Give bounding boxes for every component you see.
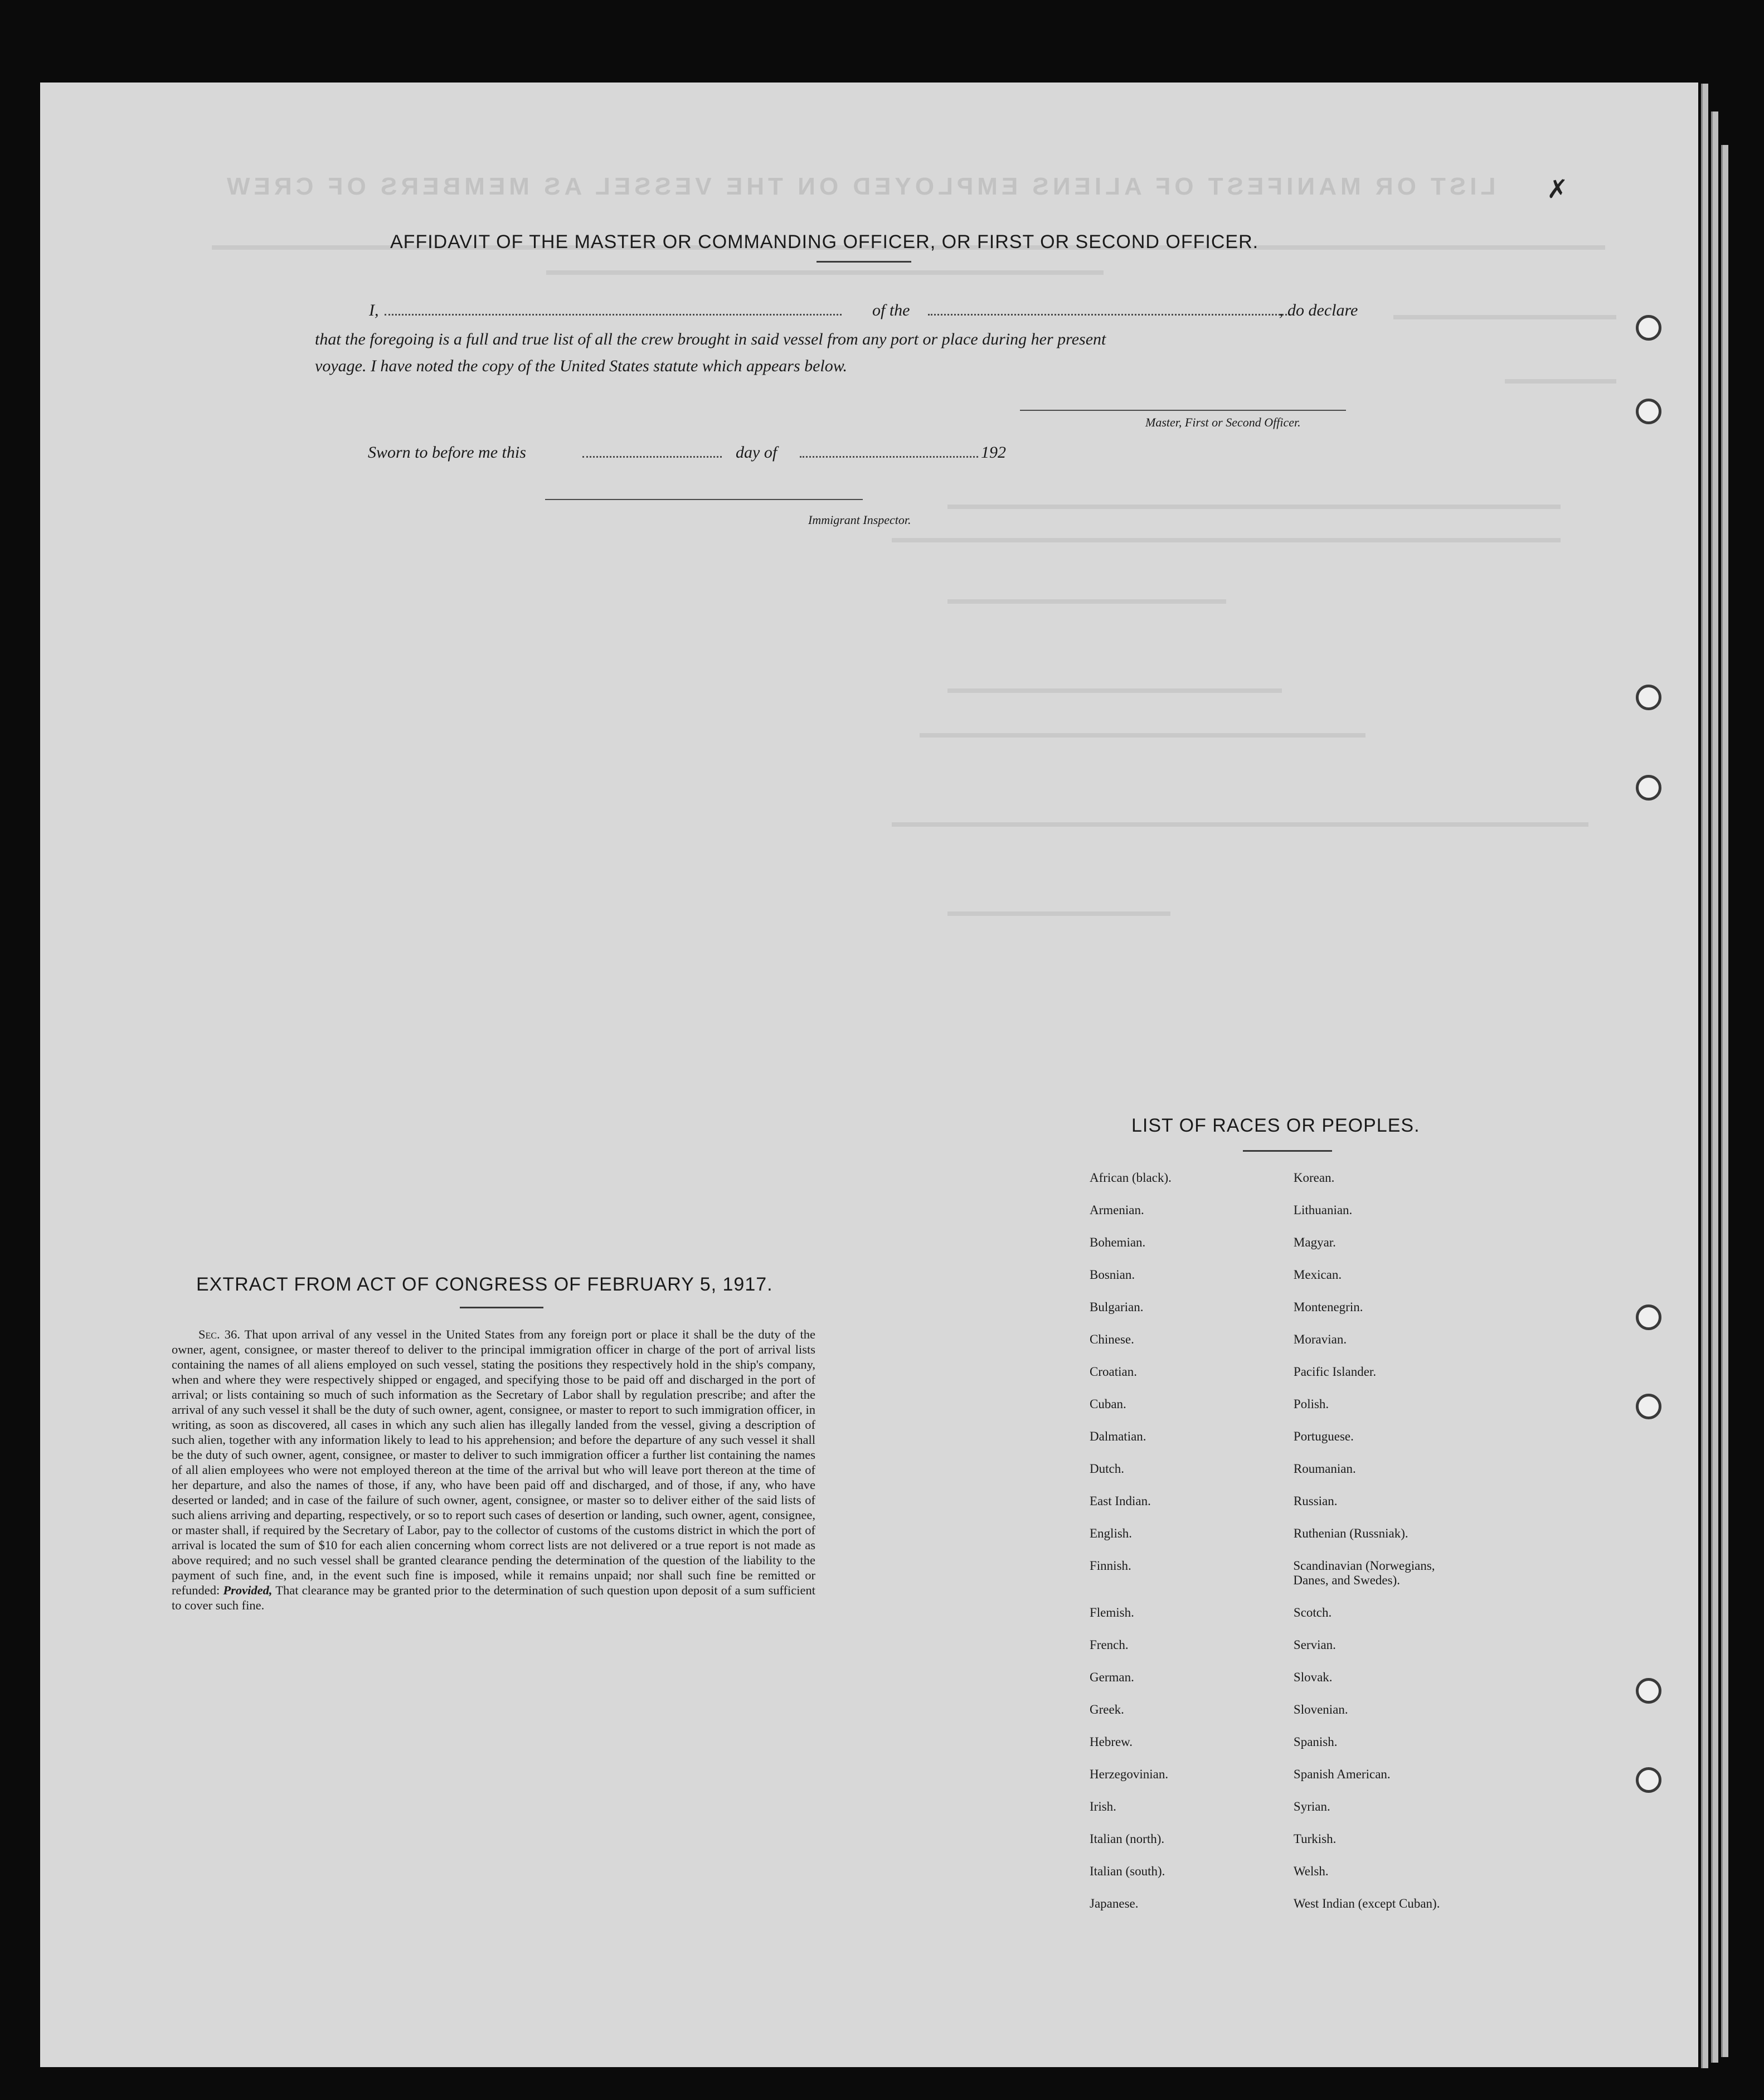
inspector-signature-line[interactable] [545,499,863,500]
race-item: Armenian. [1090,1203,1144,1217]
race-row [1090,1332,1491,1365]
race-item: Greek. [1090,1703,1124,1716]
race-row [1090,1897,1491,1929]
sworn-label: Sworn to before me this [368,443,526,462]
race-row [1090,1832,1491,1864]
race-item: Herzegovinian. [1090,1767,1169,1781]
affidavit-heading: AFFIDAVIT OF THE MASTER OR COMMANDING OFFICER, OR FIRST OR SECOND OFFICER. [390,231,1259,253]
races-heading: LIST OF RACES OR PEOPLES. [1131,1115,1420,1136]
race-item: Japanese. [1090,1897,1139,1910]
affidavit-of-the-label: of the [872,301,910,319]
race-row [1090,1606,1491,1638]
affidavit-line-2: that the foregoing is a full and true list of all the crew brought in said vessel from any port or place during her present [315,330,1106,348]
race-item: Servian. [1293,1638,1336,1652]
race-item: Polish. [1293,1397,1329,1411]
race-item: Bosnian. [1090,1268,1135,1282]
inspector-label: Immigrant Inspector. [808,513,911,527]
extract-heading: EXTRACT FROM ACT OF CONGRESS OF FEBRUARY 5, 1917. [196,1274,773,1295]
master-name-field[interactable] [385,314,842,316]
races-heading-rule [1243,1150,1332,1152]
bleed-through-row [892,538,1561,542]
race-row [1090,1203,1491,1235]
race-item: Scandinavian (Norwegians, Danes, and Swedes). [1293,1559,1435,1587]
bleed-through-row [546,270,1104,275]
bleed-through-row [1505,379,1616,384]
binder-hole [1636,1394,1661,1419]
race-item: Spanish. [1293,1735,1338,1749]
race-item: Finnish. [1090,1559,1131,1573]
race-item: Montenegrin. [1293,1300,1363,1314]
race-item: Moravian. [1293,1332,1347,1346]
corner-mark: ✗ [1547,175,1568,203]
race-item: Turkish. [1293,1832,1337,1846]
race-item: Welsh. [1293,1864,1329,1878]
year-label: 192 [981,443,1006,462]
race-item: Spanish American. [1293,1767,1391,1781]
sworn-month-field[interactable] [800,456,978,458]
race-item: Korean. [1293,1171,1335,1185]
race-row [1090,1171,1491,1203]
binder-hole [1636,685,1661,710]
race-row [1090,1494,1491,1526]
provided-label: Provided, [223,1583,273,1597]
binder-hole [1636,1678,1661,1704]
race-row [1090,1429,1491,1462]
binder-hole [1636,775,1661,801]
affidavit-i-label: I, [369,301,379,319]
race-item: Croatian. [1090,1365,1137,1379]
race-item: Hebrew. [1090,1735,1133,1749]
extract-body-part-2: That clearance may be granted prior to the determination of such question upon deposit of a sum sufficient to cover such fine. [172,1583,816,1612]
bleed-through-title: LIST OR MANIFEST OF ALIENS EMPLOYED ON THE VESSEL AS MEMBERS OF CREW [223,173,1496,200]
paper-edge [1721,145,1728,2057]
race-item: Pacific Islander. [1293,1365,1377,1379]
bleed-through-row [920,733,1365,738]
race-item: Bohemian. [1090,1235,1146,1249]
race-row [1090,1365,1491,1397]
race-row [1090,1526,1491,1559]
bleed-through-row [947,599,1226,604]
section-label: Sec. 36. [198,1327,240,1341]
race-item: Flemish. [1090,1606,1134,1619]
race-item: Magyar. [1293,1235,1336,1249]
race-item: East Indian. [1090,1494,1151,1508]
race-item: Irish. [1090,1800,1116,1813]
affidavit-line-3: voyage. I have noted the copy of the United States statute which appears below. [315,357,848,375]
race-item: Scotch. [1293,1606,1332,1619]
binder-hole [1636,1304,1661,1330]
race-row [1090,1670,1491,1703]
binder-hole [1636,1767,1661,1793]
bleed-through-row [1393,315,1616,319]
race-row [1090,1300,1491,1332]
signature-line[interactable] [1020,410,1346,411]
paper-edge [1711,111,1718,2063]
vessel-name-field[interactable] [928,314,1290,316]
race-item: Slovak. [1293,1670,1333,1684]
paper-edge [1701,84,1708,2068]
race-item: Italian (south). [1090,1864,1165,1878]
race-item: African (black). [1090,1171,1172,1185]
race-row [1090,1462,1491,1494]
race-item: Chinese. [1090,1332,1134,1346]
race-row [1090,1559,1491,1606]
day-of-label: day of [736,443,777,462]
race-item: French. [1090,1638,1129,1652]
race-item: German. [1090,1670,1134,1684]
race-item: Cuban. [1090,1397,1126,1411]
race-item: Slovenian. [1293,1703,1348,1716]
race-item: Dutch. [1090,1462,1124,1476]
bleed-through-row [947,505,1561,509]
bleed-through-row [892,822,1588,827]
race-item: West Indian (except Cuban). [1293,1897,1440,1910]
race-item: Bulgarian. [1090,1300,1144,1314]
race-row [1090,1767,1491,1800]
sworn-day-field[interactable] [582,456,722,458]
heading-rule [817,261,911,263]
bleed-through-row [947,911,1170,916]
race-row [1090,1638,1491,1670]
race-item: Italian (north). [1090,1832,1165,1846]
race-row [1090,1235,1491,1268]
race-item: English. [1090,1526,1133,1540]
extract-heading-rule [460,1307,543,1308]
race-row [1090,1397,1491,1429]
affidavit-do-declare-label: , do declare [1279,301,1358,319]
race-row [1090,1864,1491,1897]
extract-body [172,1327,815,1613]
race-row [1090,1800,1491,1832]
bleed-through-row [947,688,1282,693]
races-list [1090,1171,1491,1929]
race-item: Lithuanian. [1293,1203,1353,1217]
binder-hole [1636,315,1661,341]
binder-hole [1636,399,1661,424]
race-item: Syrian. [1293,1800,1330,1813]
race-row [1090,1703,1491,1735]
race-row [1090,1735,1491,1767]
signature-label: Master, First or Second Officer. [1145,415,1301,429]
race-item: Mexican. [1293,1268,1342,1282]
race-item: Russian. [1293,1494,1338,1508]
race-item: Roumanian. [1293,1462,1356,1476]
race-item: Portuguese. [1293,1429,1354,1443]
race-row [1090,1268,1491,1300]
extract-body-part-1: That upon arrival of any vessel in the United States from any foreign port or place it shall be the duty of the owner, agent, consignee, or master thereof to deliver to the principal immigration officer in charge of the port of arrival lists containing the names of all aliens employed on such vessel, stating the positions they respectively hold in the ship's company, when and where they were respectively shipped or engaged, and specifying those to be paid off and discharged in the port of arrival; or lists containing so much of such information as the Secretary of Labor shall by regulation prescribe; and after the arrival of any such vessel it shall be the duty of such owner, agent, consignee, or master to report to such immigration officer, in writing, as soon as discovered, all cases in which any such alien has illegally landed from the vessel, giving a description of such alien, together with any information likely to lead to his apprehension; and before the departure of any such vessel it shall be the duty of such owner, agent, consignee, or master to deliver to such immigration officer a further list containing the names of all alien employees who were not employed thereon at the time of the arrival but who will leave port thereon at the time of her departure, and also the names of those, if any, who have been paid off and discharged, and of those, if any, who have deserted or landed; and in case of the failure of such owner, agent, consignee, or master so to deliver either of the said lists of such aliens arriving and departing, respectively, or so to report such cases of desertion or landing, such owner, agent, consignee, or master shall, if required by the Secretary of Labor, pay to the collector of customs of the customs district in which the port of arrival is located the sum of $10 for each alien concerning whom correct lists are not delivered or a true report is not made as above required; and no such vessel shall be granted clearance pending the determination of the question of the liability to the payment of such fine, and, in the event such fine is imposed, while it remains unpaid; nor shall such fine be remitted or refunded: [172,1327,815,1597]
race-item: Ruthenian (Russniak). [1293,1526,1408,1540]
race-item: Dalmatian. [1090,1429,1146,1443]
